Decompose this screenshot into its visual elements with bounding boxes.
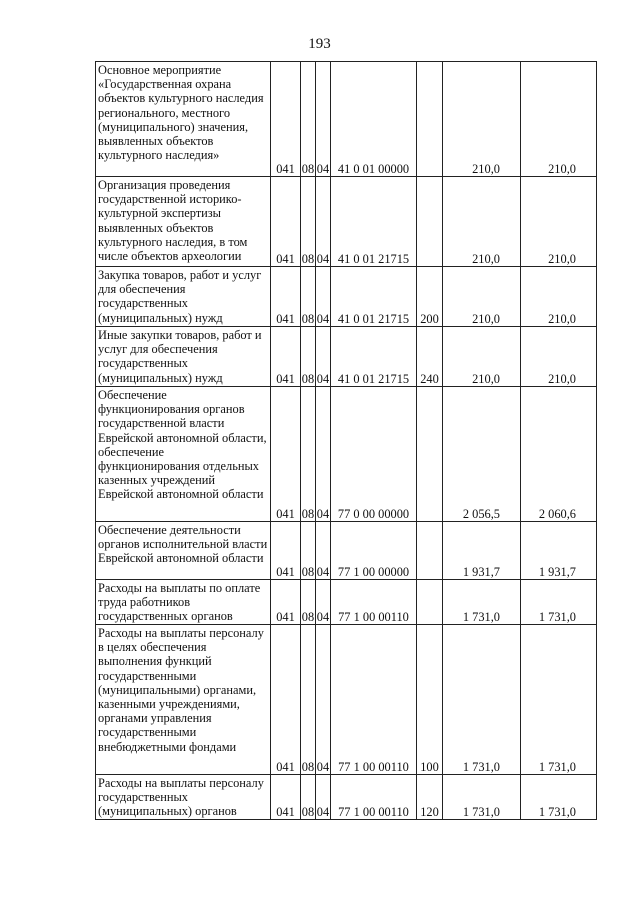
amount-year-1: 210,0 [443,327,521,387]
subsection-code: 04 [316,387,331,522]
row-name: Основное мероприятие «Государственная охрана объектов культурного наследия регионального, местного (муниципального) значения, выявленных объектов культурного наследия» [96,62,271,177]
table-row [96,387,597,522]
section-code: 08 [301,267,316,327]
section-code: 08 [301,62,316,177]
section-code: 08 [301,580,316,625]
amount-year-2: 1 731,0 [521,625,597,775]
row-name: Обеспечение деятельности органов исполнительной власти Еврейской автономной области [96,522,271,580]
expense-type-code [417,580,443,625]
expense-type-code [417,387,443,522]
amount-year-2: 210,0 [521,327,597,387]
amount-year-1: 1 931,7 [443,522,521,580]
expense-type-code: 240 [417,327,443,387]
amount-year-2: 1 931,7 [521,522,597,580]
expense-type-code: 200 [417,267,443,327]
subsection-code: 04 [316,580,331,625]
row-name: Расходы на выплаты персоналу в целях обеспечения выполнения функций государственными (муниципальными) органами, казенными учреждениями, органами управления государственными внебюджетными фондами [96,625,271,775]
subsection-code: 04 [316,522,331,580]
amount-year-1: 210,0 [443,177,521,267]
program-code: 41 0 01 21715 [331,327,417,387]
row-name: Расходы на выплаты персоналу государственных (муниципальных) органов [96,775,271,820]
section-code: 08 [301,387,316,522]
subsection-code: 04 [316,327,331,387]
amount-year-1: 210,0 [443,267,521,327]
program-code: 77 1 00 00110 [331,625,417,775]
amount-year-2: 2 060,6 [521,387,597,522]
amount-year-2: 210,0 [521,62,597,177]
amount-year-1: 1 731,0 [443,775,521,820]
program-code: 77 1 00 00110 [331,580,417,625]
section-code: 08 [301,522,316,580]
amount-year-1: 210,0 [443,62,521,177]
program-code: 77 1 00 00000 [331,522,417,580]
program-code: 41 0 01 00000 [331,62,417,177]
expense-type-code: 120 [417,775,443,820]
amount-year-1: 1 731,0 [443,580,521,625]
row-name: Организация проведения государственной историко-культурной экспертизы выявленных объектов культурного наследия, в том числе объектов археологии [96,177,271,267]
section-code: 08 [301,625,316,775]
ministry-code: 041 [271,625,301,775]
amount-year-1: 2 056,5 [443,387,521,522]
ministry-code: 041 [271,62,301,177]
expense-type-code [417,177,443,267]
program-code: 41 0 01 21715 [331,177,417,267]
amount-year-2: 1 731,0 [521,775,597,820]
program-code: 77 1 00 00110 [331,775,417,820]
expense-type-code [417,522,443,580]
subsection-code: 04 [316,775,331,820]
subsection-code: 04 [316,625,331,775]
ministry-code: 041 [271,177,301,267]
subsection-code: 04 [316,177,331,267]
section-code: 08 [301,327,316,387]
section-code: 08 [301,177,316,267]
amount-year-2: 210,0 [521,267,597,327]
ministry-code: 041 [271,267,301,327]
section-code: 08 [301,775,316,820]
expense-type-code [417,62,443,177]
expense-type-code: 100 [417,625,443,775]
page-number: 193 [308,36,331,52]
row-name: Обеспечение функционирования органов государственной власти Еврейской автономной области, обеспечение функционирования отдельных казенных учреждений Еврейской автономной области [96,387,271,522]
row-name: Закупка товаров, работ и услуг для обеспечения государственных (муниципальных) нужд [96,267,271,327]
program-code: 41 0 01 21715 [331,267,417,327]
table-row [96,522,597,580]
amount-year-1: 1 731,0 [443,625,521,775]
table-row [96,177,597,267]
table-row [96,625,597,775]
amount-year-2: 210,0 [521,177,597,267]
table-row [96,775,597,820]
amount-year-2: 1 731,0 [521,580,597,625]
row-name: Расходы на выплаты по оплате труда работников государственных органов [96,580,271,625]
ministry-code: 041 [271,387,301,522]
subsection-code: 04 [316,267,331,327]
subsection-code: 04 [316,62,331,177]
table-row [96,580,597,625]
ministry-code: 041 [271,327,301,387]
table-row [96,267,597,327]
budget-table [95,61,597,820]
ministry-code: 041 [271,522,301,580]
program-code: 77 0 00 00000 [331,387,417,522]
row-name: Иные закупки товаров, работ и услуг для обеспечения государственных (муниципальных) нужд [96,327,271,387]
table-row [96,62,597,177]
ministry-code: 041 [271,775,301,820]
ministry-code: 041 [271,580,301,625]
table-row [96,327,597,387]
